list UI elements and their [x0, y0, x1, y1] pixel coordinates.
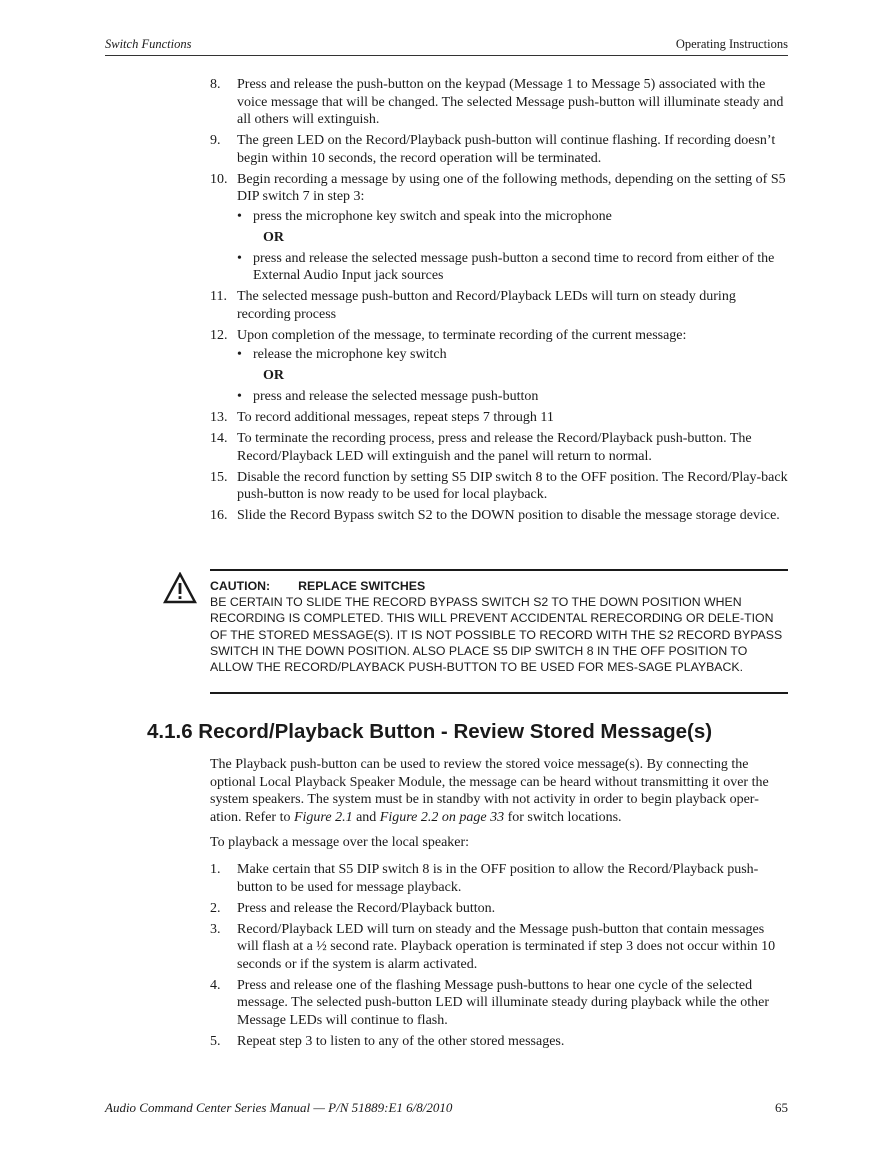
step-number: 14.: [210, 431, 228, 446]
sub-text: press and release the selected message push-button a second time to record from either of the External Audio Input jack sources: [253, 250, 775, 283]
list-item: [210, 288, 788, 323]
list-item: [210, 469, 788, 504]
playback-steps-list: [210, 861, 788, 1054]
sub-list: [237, 346, 788, 406]
step-text: Record/Playback LED will turn on steady and the Message push-button that contain messages will flash at a ½ second rate. Playback operation is terminated if step 3 does not occur within 10 seconds or if the system is alarm activated.: [237, 921, 776, 972]
bullet: •: [237, 250, 242, 266]
figure-reference: Figure 2.2 on page 33: [379, 809, 505, 825]
list-item: [210, 921, 788, 974]
sub-item: [237, 388, 788, 406]
step-text: To terminate the recording process, press and release the Record/Playback push-button. The Record/Playback LED will extinguish and the panel will return to normal.: [237, 431, 752, 464]
sub-item: [237, 250, 788, 285]
warning-triangle-icon: [163, 572, 197, 604]
or-label: OR: [263, 229, 284, 245]
sub-text: release the microphone key switch: [253, 347, 447, 362]
section-intro: [210, 756, 788, 826]
step-text: Press and release one of the flashing Message push-buttons to hear one cycle of the selected message. The selected push-button LED will illuminate steady during playback while the other Message LEDs will continue to flash.: [237, 977, 769, 1028]
step-text: Slide the Record Bypass switch S2 to the DOWN position to disable the message storage device.: [237, 508, 780, 523]
page-header: [105, 37, 788, 55]
step-text: Press and release the Record/Playback button.: [237, 900, 496, 916]
step-number: 16.: [210, 508, 228, 523]
list-item: [210, 1033, 788, 1051]
step-number: 8.: [210, 77, 221, 92]
section-title: 4.1.6 Record/Playback Button - Review Stored Message(s): [147, 720, 713, 743]
step-number: 3.: [210, 921, 221, 937]
intro-text: for switch locations.: [504, 809, 622, 825]
step-text: The green LED on the Record/Playback push-button will continue flashing. If recording doesn’t begin within 10 seconds, the record operation will be terminated.: [237, 133, 776, 166]
list-item: [210, 171, 788, 285]
step-text: Make certain that S5 DIP switch 8 is in the OFF position to allow the Record/Playback push-button to be used for message playback.: [237, 862, 759, 895]
step-number: 10.: [210, 171, 228, 187]
step-text: Begin recording a message by using one of the following methods, depending on the setting of S5 DIP switch 7 in step 3:: [237, 171, 786, 204]
header-chapter: Switch Functions: [105, 37, 192, 51]
list-item: [210, 409, 788, 427]
intro-text: and: [352, 809, 380, 825]
bullet: •: [237, 208, 242, 224]
step-text: Press and release the push-button on the keypad (Message 1 to Message 5) associated with the voice message that will be changed. The selected Message push-button will illuminate steady and all others will extinguish.: [237, 77, 784, 127]
list-item: [210, 507, 788, 525]
caution-label: CAUTION:: [210, 579, 271, 593]
bullet: •: [237, 347, 242, 362]
list-item: [210, 76, 788, 129]
list-item: [210, 900, 788, 918]
step-number: 15.: [210, 469, 228, 485]
header-rule: [105, 55, 788, 56]
step-number: 11.: [210, 289, 227, 304]
step-number: 4.: [210, 977, 221, 993]
step-text: The selected message push-button and Record/Playback LEDs will turn on steady during recording process: [237, 289, 736, 322]
bullet: •: [237, 389, 242, 404]
step-number: 1.: [210, 862, 221, 877]
step-text: Disable the record function by setting S5 DIP switch 8 to the OFF position. The Record/Play-back push-button is now ready to be used for local playback.: [237, 469, 788, 502]
list-item: [210, 430, 788, 465]
caution-body: BE CERTAIN TO SLIDE THE RECORD BYPASS SWITCH S2 TO THE DOWN POSITION WHEN RECORDING IS COMPLETED. THIS WILL PREVENT ACCIDENTAL RERECORDING OR DELE-TION OF THE STORED MESSAGE(S). IT IS NOT POSSIBLE TO RECORD WITH THE S2 RECORD BYPASS SWITCH IN THE DOWN POSITION. ALSO PLACE S5 DIP SWITCH 8 IN THE OFF POSITION TO ALLOW THE RECORD/PLAYBACK PUSH-BUTTON TO BE USED FOR MES-SAGE PLAYBACK.: [210, 595, 783, 675]
or-label: OR: [263, 368, 284, 383]
footer-manual-title: Audio Command Center Series Manual — P/N 51889:E1 6/8/2010: [105, 1100, 453, 1115]
step-number: 2.: [210, 900, 221, 916]
caution-title: REPLACE SWITCHES: [298, 579, 426, 593]
step-number: 12.: [210, 327, 228, 343]
caution-heading: [210, 578, 788, 594]
header-section: Operating Instructions: [675, 37, 788, 51]
list-item: [210, 132, 788, 167]
recording-steps-list: [210, 76, 788, 528]
sub-list: [237, 208, 788, 285]
sub-text: press the microphone key switch and speak into the microphone: [253, 208, 612, 224]
step-text: Upon completion of the message, to terminate recording of the current message:: [237, 327, 687, 343]
sub-item: [237, 346, 788, 364]
playback-lead: To playback a message over the local speaker:: [210, 835, 470, 850]
list-item: [210, 977, 788, 1030]
step-number: 5.: [210, 1033, 221, 1049]
sub-text: press and release the selected message push-button: [253, 389, 539, 404]
step-text: Repeat step 3 to listen to any of the other stored messages.: [237, 1033, 565, 1049]
intro-text: The Playback push-button can be used to review the stored voice message(s). By connecting the optional Local Playback Speaker Module, the message can be heard without transmitting it over the system speakers. The system must be in standby with not activity in order to begin playback oper-ation. Refer to: [210, 757, 769, 825]
list-item: [210, 327, 788, 406]
step-number: 9.: [210, 133, 221, 148]
page-number: 65: [775, 1100, 788, 1115]
step-text: To record additional messages, repeat steps 7 through 11: [237, 410, 554, 425]
sub-item: [237, 208, 788, 226]
figure-reference: Figure 2.1: [293, 809, 353, 825]
caution-box: [210, 569, 788, 694]
step-number: 13.: [210, 410, 228, 425]
list-item: [210, 861, 788, 896]
